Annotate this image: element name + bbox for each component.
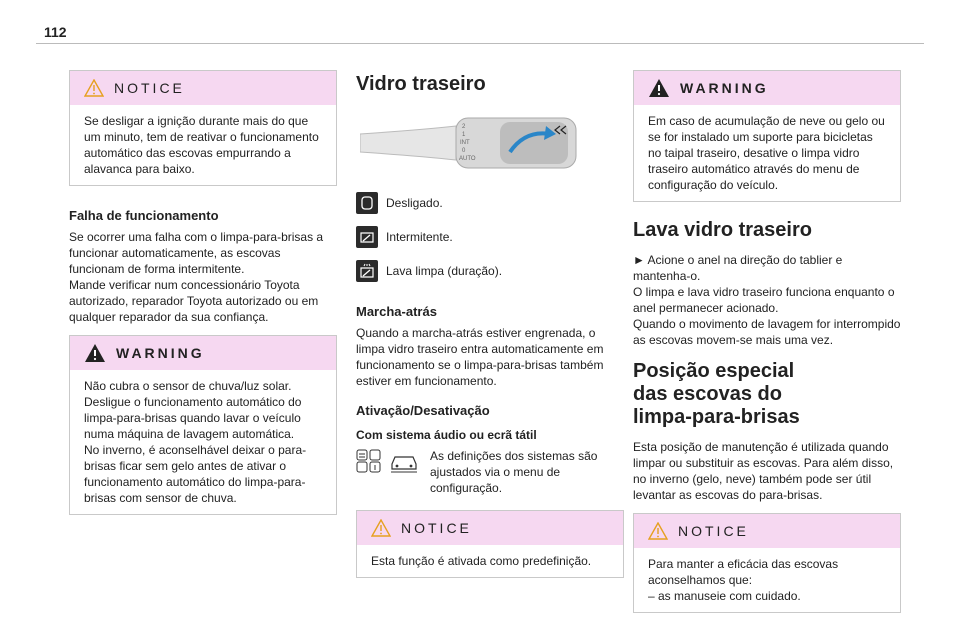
notice-text: Se desligar a ignição durante mais do que um minuto, tem de reativar o funcionamento automático das escovas empurrando a alavanca para baixo. <box>84 114 319 176</box>
stalk-label: AUTO <box>459 156 476 162</box>
fault-text: Se ocorrer uma falha com o limpa-para-brisas a funcionar automaticamente, as escovas funcionam de forma intermitente. Mande verificar num concessionário Toyota autorizado, reparador Toyota autorizado ou em qualquer reparador da sua confiança. <box>69 230 324 324</box>
rear-washer-icon <box>356 260 378 282</box>
warning-title: WARNING <box>680 80 769 96</box>
warning-triangle-icon <box>648 78 670 98</box>
header-rule <box>36 43 924 44</box>
activation-heading: Ativação/Desativação <box>356 403 490 418</box>
mode-intermittent-label: Intermitente. <box>386 230 453 244</box>
notice-box <box>356 510 624 578</box>
notice-triangle-icon <box>84 79 104 97</box>
notice-text: Esta função é ativada como predefinição. <box>371 554 592 568</box>
notice-header <box>357 511 623 545</box>
rear-wiper-intermittent-icon <box>356 226 378 248</box>
vehicle-settings-icon <box>388 448 420 474</box>
rear-washer-text: ► Acione o anel na direção do tablier e mantenha-o. O limpa e lava vidro traseiro funciona enquanto o anel permanecer acionado. Quando o movimento de lavagem for interrompido as escovas movem-se mais uma vez. <box>633 253 901 347</box>
warning-box <box>633 70 901 202</box>
notice-triangle-icon <box>648 522 668 540</box>
notice-box <box>69 70 337 186</box>
stalk-label: 2 <box>462 124 466 130</box>
notice-title: NOTICE <box>678 523 749 539</box>
activation-subheading: Com sistema áudio ou ecrã tátil <box>356 428 537 442</box>
special-position-heading: Posição especial das escovas do limpa-para-brisas <box>633 360 800 428</box>
notice-title: NOTICE <box>114 80 185 96</box>
page-number: 112 <box>44 24 67 40</box>
rear-window-heading: Vidro traseiro <box>356 73 486 95</box>
rear-wiper-off-icon <box>356 192 378 214</box>
mode-intermittent-row <box>356 222 624 252</box>
notice-text: Para manter a eficácia das escovas aconselhamos que: – as manuseie com cuidado. <box>648 557 839 603</box>
mode-washer-label: Lava limpa (duração). <box>386 264 503 278</box>
column-2 <box>356 72 624 588</box>
rear-washer-heading: Lava vidro traseiro <box>633 219 812 241</box>
notice-header <box>70 71 336 105</box>
warning-triangle-icon <box>84 343 106 363</box>
warning-box <box>69 335 337 515</box>
warning-header <box>70 336 336 370</box>
notice-box <box>633 513 901 613</box>
warning-title: WARNING <box>116 345 205 361</box>
settings-row <box>356 448 624 496</box>
warning-text: Não cubra o sensor de chuva/luz solar. Desligue o funcionamento automático do limpa-para-brisas quando lavar o veículo numa máquina de lavagem automática. No inverno, é aconselhável deixar o para-brisas ficar sem gelo antes de ativar o funcionamento automático do limpa-para-brisas com sensor de chuva. <box>84 379 307 505</box>
warning-text: Em caso de acumulação de neve ou gelo ou se for instalado um suporte para bicicletas no taipal traseiro, desative o limpa vidro traseiro automático através do menu de configuração do veículo. <box>648 114 885 192</box>
stalk-label: 1 <box>462 132 466 138</box>
notice-triangle-icon <box>371 519 391 537</box>
mode-off-row <box>356 188 624 218</box>
reverse-text: Quando a marcha-atrás estiver engrenada, o limpa vidro traseiro entra automaticamente em funcionamento se o limpa-para-brisas também estiver em funcionamento. <box>356 326 604 388</box>
fault-heading: Falha de funcionamento <box>69 208 219 223</box>
mode-washer-row <box>356 256 624 286</box>
notice-title: NOTICE <box>401 520 472 536</box>
warning-header <box>634 71 900 105</box>
stalk-label: 0 <box>462 148 466 154</box>
reverse-heading: Marcha-atrás <box>356 304 437 319</box>
special-position-text: Esta posição de manutenção é utilizada quando limpar ou substituir as escovas. Para além disso, no inverno (gelo, neve) também pode ser útil levantar as escovas do para-brisas. <box>633 440 894 502</box>
settings-text: As definições dos sistemas são ajustados via o menu de configuração. <box>430 449 598 495</box>
column-3 <box>633 70 901 623</box>
wiper-stalk-illustration <box>360 112 578 172</box>
column-1 <box>69 70 337 525</box>
notice-header <box>634 514 900 548</box>
stalk-label: INT <box>460 140 470 146</box>
mode-off-label: Desligado. <box>386 196 443 210</box>
audio-system-icon <box>356 448 382 474</box>
